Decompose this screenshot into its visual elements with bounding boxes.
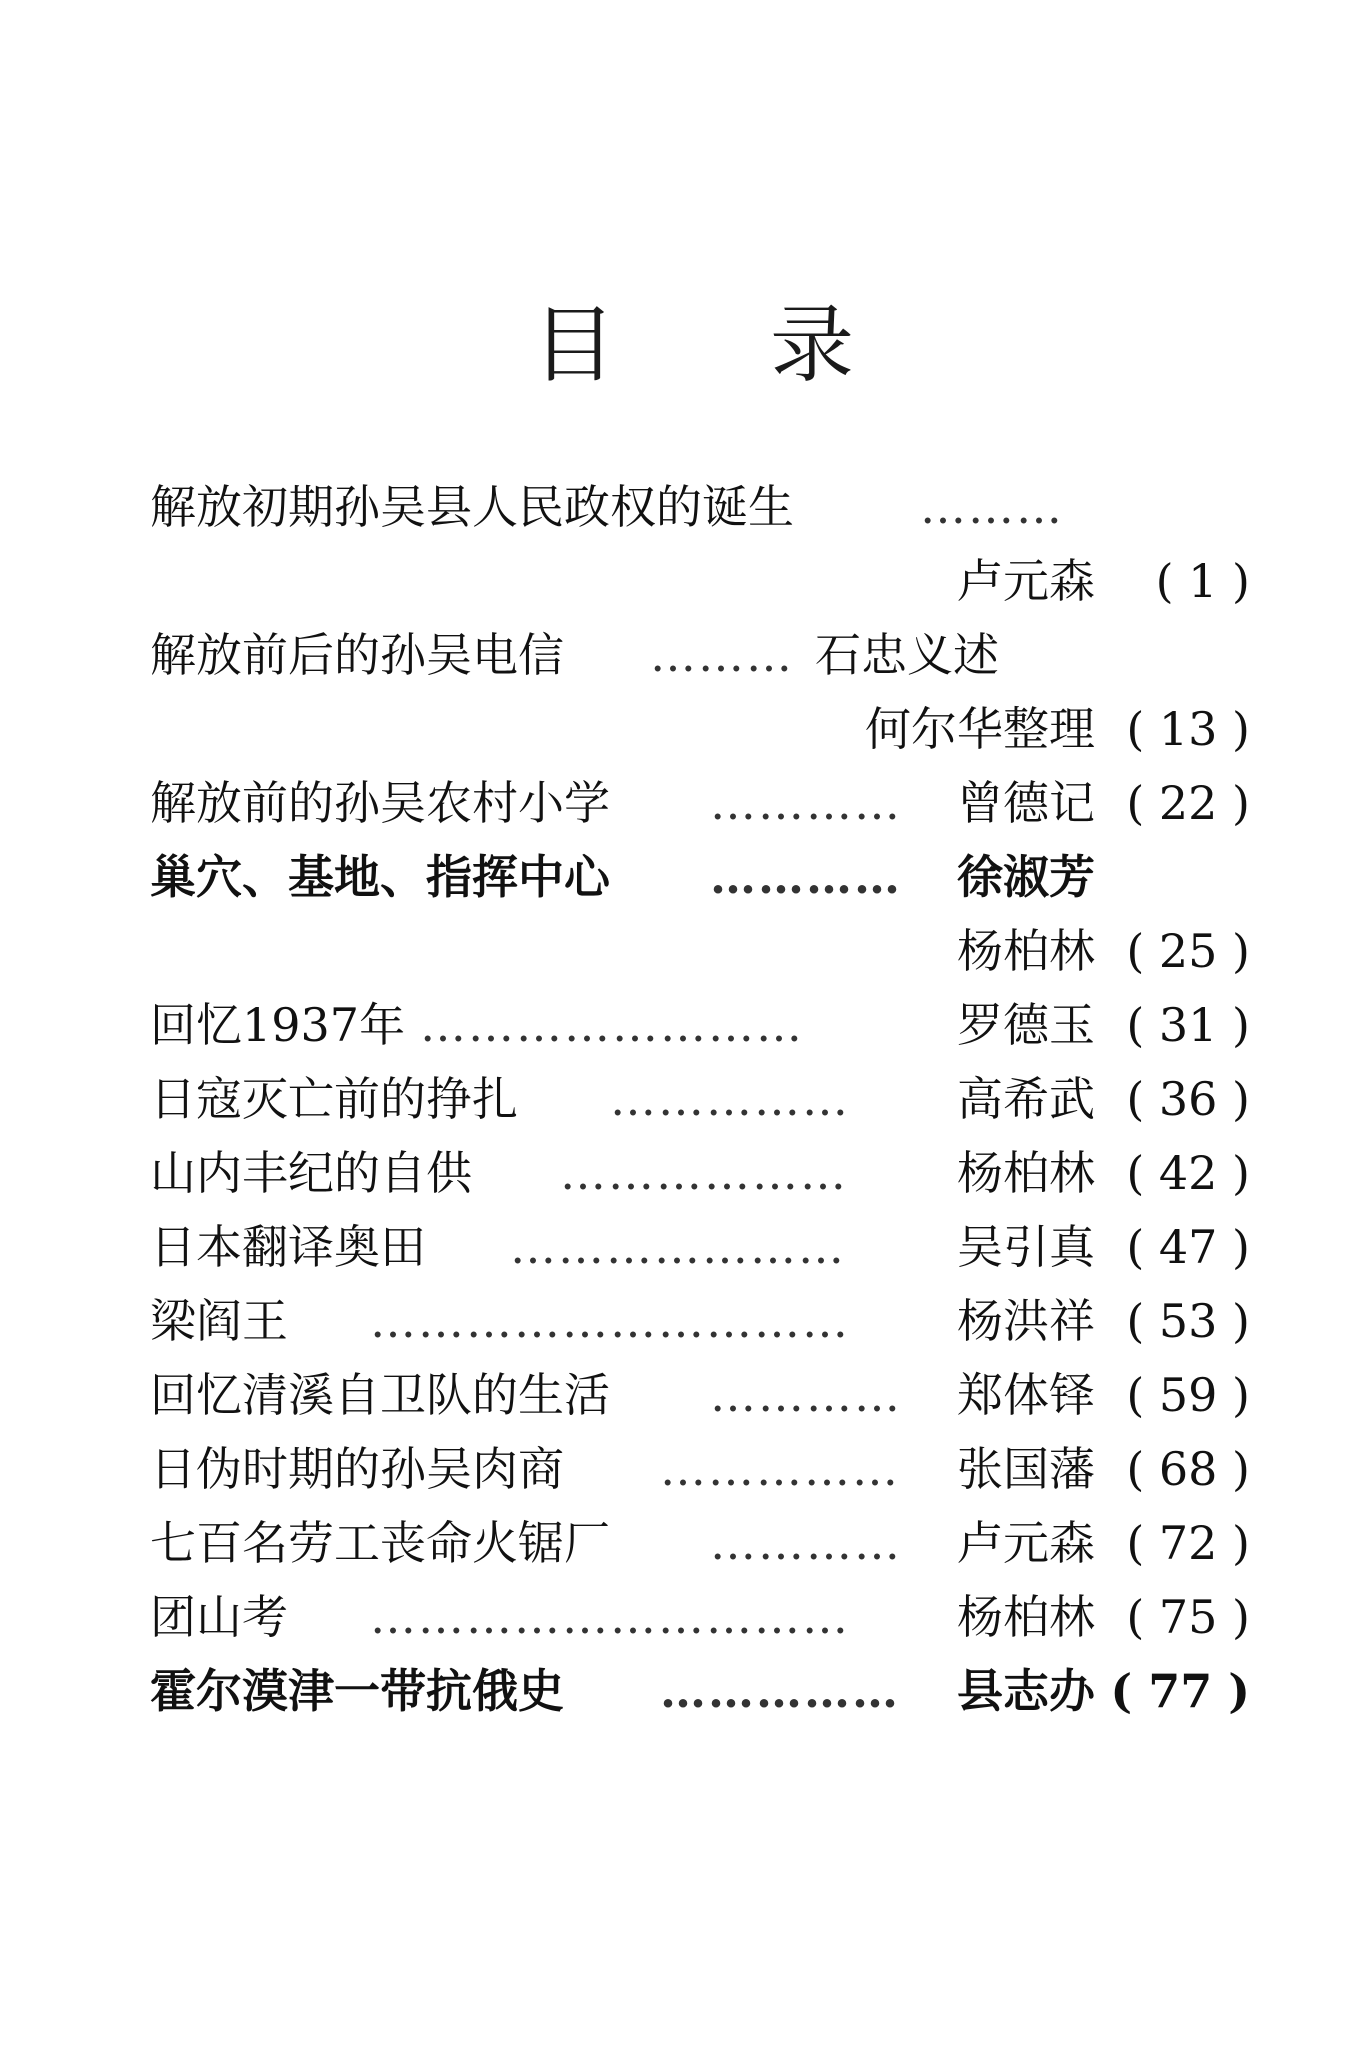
toc-entry (150, 1136, 1250, 1210)
toc-entry-author: 卢元森 (957, 554, 1095, 608)
toc-entry-page: ( 13 ) (1126, 702, 1250, 756)
toc-entry-continuation (150, 544, 1250, 618)
toc-leader-dots: ………… (710, 850, 902, 904)
toc-entry (150, 1358, 1250, 1432)
toc-entry-title: 巢穴、基地、指挥中心 (150, 850, 610, 904)
toc-entry-author: 郑体铎 (957, 1368, 1095, 1422)
toc-entry-title: 山内丰纪的自供 (150, 1146, 472, 1200)
toc-entry-page: ( 59 ) (1126, 1368, 1250, 1422)
toc-entry-title: 解放前后的孙吴电信 (150, 628, 564, 682)
toc-entry (150, 1506, 1250, 1580)
toc-entry-author: 张国藩 (957, 1442, 1095, 1496)
toc-entry-title: 解放前的孙吴农村小学 (150, 776, 610, 830)
toc-entry-page: ( 53 ) (1126, 1294, 1250, 1348)
page-title (0, 290, 1367, 400)
toc-entry-title: 解放初期孙吴县人民政权的诞生 (150, 480, 794, 534)
toc-entry-page: ( 68 ) (1126, 1442, 1250, 1496)
toc-entry (150, 1654, 1250, 1728)
toc-leader-dots: …………… (660, 1664, 900, 1718)
toc-entry (150, 1580, 1250, 1654)
toc-leader-dots: ………… (710, 1368, 902, 1422)
toc-leader-dots: ………………………… (370, 1590, 850, 1644)
toc-entry-title: 日本翻译奥田 (150, 1220, 426, 1274)
toc-entry-title: 日伪时期的孙吴肉商 (150, 1442, 564, 1496)
toc-entry (150, 1062, 1250, 1136)
toc-entry-page: ( 72 ) (1126, 1516, 1250, 1570)
title-char-1: 目 (532, 296, 617, 394)
toc-entry (150, 1210, 1250, 1284)
toc-leader-dots: ………… (710, 776, 902, 830)
toc-entry-continuation (150, 914, 1250, 988)
toc-entry-author: 曾德记 (957, 776, 1095, 830)
toc-entry (150, 988, 1250, 1062)
toc-entry-page: ( 25 ) (1126, 924, 1250, 978)
toc-entry (150, 840, 1250, 914)
toc-entry-page: ( 77 ) (1110, 1664, 1250, 1718)
toc-entry (150, 766, 1250, 840)
toc-entry-author: 徐淑芳 (957, 850, 1095, 904)
toc-entry-page: ( 47 ) (1126, 1220, 1250, 1274)
toc-entry-page: ( 36 ) (1126, 1072, 1250, 1126)
toc-entry-author: 高希武 (957, 1072, 1095, 1126)
toc-entry-page: ( 42 ) (1126, 1146, 1250, 1200)
toc-entry (150, 1432, 1250, 1506)
toc-entry (150, 618, 1250, 692)
toc-entry-title: 日寇灭亡前的挣扎 (150, 1072, 518, 1126)
toc-entry-author: 杨洪祥 (957, 1294, 1095, 1348)
toc-entry-title: 团山考 (150, 1590, 288, 1644)
title-char-2: 录 (770, 296, 855, 394)
toc-entry-author: 县志办 (957, 1664, 1095, 1718)
toc-leader-dots: ………………………… (370, 1294, 850, 1348)
toc-leader-dots: …………… (660, 1442, 900, 1496)
toc-entry-continuation (150, 692, 1250, 766)
toc-entry-title: 回忆1937年 (150, 998, 406, 1052)
toc-leader-dots: ……… (650, 628, 794, 682)
toc-entry-page: ( 75 ) (1126, 1590, 1250, 1644)
toc-entry-title: 梁阎王 (150, 1294, 288, 1348)
toc-leader-dots: ………… (710, 1516, 902, 1570)
toc-leader-dots: …………… (610, 1072, 850, 1126)
toc-entry-title: 霍尔漠津一带抗俄史 (150, 1664, 564, 1718)
toc-entry (150, 1284, 1250, 1358)
toc-entry-author: 罗德玉 (957, 998, 1095, 1052)
toc-entry-author: 吴引真 (957, 1220, 1095, 1274)
toc-entry-author: 杨柏林 (957, 1146, 1095, 1200)
toc-entry (150, 470, 1250, 544)
toc-leader-dots: ……………… (560, 1146, 848, 1200)
toc-leader-dots: ………………… (510, 1220, 846, 1274)
toc-entry-title: 七百名劳工丧命火锯厂 (150, 1516, 610, 1570)
toc-entry-author: 石忠义述 (815, 628, 999, 682)
toc-entry-page: ( 22 ) (1126, 776, 1250, 830)
toc-leader-dots: ……… (920, 480, 1064, 534)
toc-entry-page: ( 1 ) (1155, 554, 1250, 608)
toc-entry-title: 回忆清溪自卫队的生活 (150, 1368, 610, 1422)
toc-entry-author: 杨柏林 (957, 924, 1095, 978)
toc-entry-author: 杨柏林 (957, 1590, 1095, 1644)
toc-leader-dots: …………………… (420, 998, 804, 1052)
toc-entry-page: ( 31 ) (1126, 998, 1250, 1052)
toc-entry-author: 何尔华整理 (865, 702, 1095, 756)
toc-entry-author: 卢元森 (957, 1516, 1095, 1570)
